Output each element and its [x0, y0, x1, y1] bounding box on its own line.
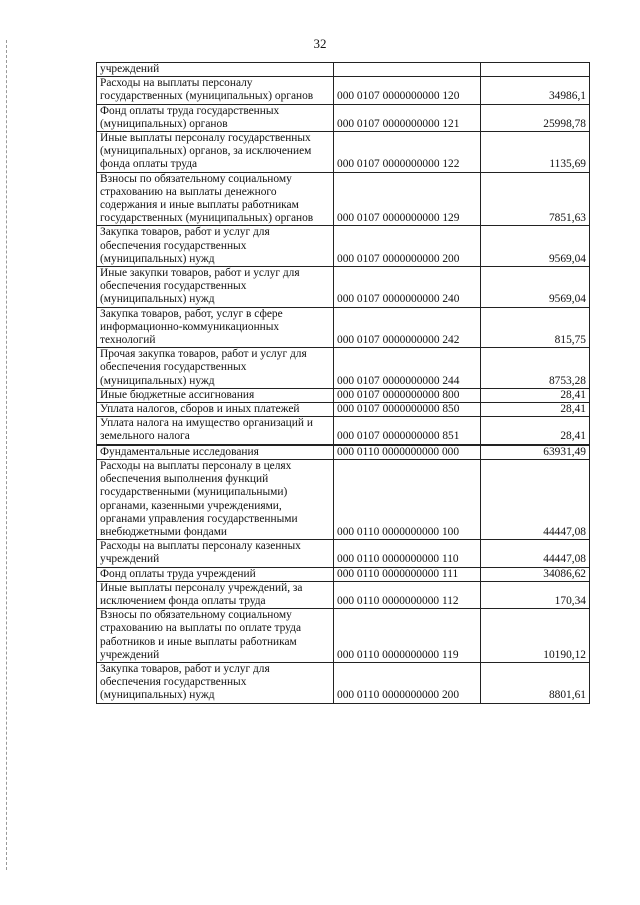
- row-amount-cell: 10190,12: [481, 609, 590, 663]
- row-name-cell: Прочая закупка товаров, работ и услуг для обеспечения государственных (муниципальных) нужд: [97, 348, 334, 389]
- row-code-cell: 000 0107 0000000000 244: [334, 348, 481, 389]
- row-name-cell: Взносы по обязательному социальному страхованию на выплаты денежного содержания и иные выплаты работникам государственных (муниципальных) органов: [97, 172, 334, 226]
- row-amount-cell: 9569,04: [481, 267, 590, 308]
- row-code-cell: 000 0107 0000000000 122: [334, 132, 481, 173]
- row-amount-cell: 815,75: [481, 307, 590, 348]
- row-name-cell: Расходы на выплаты персоналу государственных (муниципальных) органов: [97, 77, 334, 104]
- row-name-cell: Расходы на выплаты персоналу в целях обеспечения выполнения функций государственными (муниципальными) органами, казенными учреждениями, органами управления государственными внебюджетными фондами: [97, 459, 334, 539]
- row-amount-cell: 1135,69: [481, 132, 590, 173]
- row-code-cell: 000 0107 0000000000 850: [334, 403, 481, 417]
- row-amount-cell: 28,41: [481, 403, 590, 417]
- row-name-cell: Иные бюджетные ассигнования: [97, 388, 334, 402]
- row-name-cell: Расходы на выплаты персоналу казенных учреждений: [97, 540, 334, 567]
- table-row: [97, 417, 590, 445]
- row-amount-cell: 28,41: [481, 388, 590, 402]
- table-row: [97, 567, 590, 581]
- table-row: [97, 172, 590, 226]
- row-code-cell: 000 0107 0000000000 129: [334, 172, 481, 226]
- row-code-cell: 000 0107 0000000000 120: [334, 77, 481, 104]
- row-amount-cell: 170,34: [481, 581, 590, 608]
- row-name-cell: Закупка товаров, работ и услуг для обеспечения государственных (муниципальных) нужд: [97, 662, 334, 703]
- table-row: [97, 63, 590, 77]
- row-code-cell: 000 0107 0000000000 800: [334, 388, 481, 402]
- row-code-cell: 000 0110 0000000000 110: [334, 540, 481, 567]
- scan-margin-mark: [6, 40, 8, 870]
- row-amount-cell: 8801,61: [481, 662, 590, 703]
- row-amount-cell: 8753,28: [481, 348, 590, 389]
- table-row: [97, 609, 590, 663]
- row-name-cell: Фонд оплаты труда государственных (муниципальных) органов: [97, 104, 334, 131]
- table-row: [97, 307, 590, 348]
- table-row: [97, 445, 590, 460]
- table-row: [97, 104, 590, 131]
- table-row: [97, 267, 590, 308]
- page-number: 32: [313, 36, 327, 51]
- table-row: [97, 132, 590, 173]
- row-amount-cell: 34086,62: [481, 567, 590, 581]
- table-row: [97, 403, 590, 417]
- row-name-cell: Уплата налогов, сборов и иных платежей: [97, 403, 334, 417]
- row-amount-cell: 34986,1: [481, 77, 590, 104]
- table-row: [97, 662, 590, 703]
- table-row: [97, 348, 590, 389]
- table-row: [97, 388, 590, 402]
- row-amount-cell: 28,41: [481, 417, 590, 445]
- table-row: [97, 77, 590, 104]
- row-amount-cell: 7851,63: [481, 172, 590, 226]
- row-code-cell: 000 0107 0000000000 121: [334, 104, 481, 131]
- row-name-cell: Закупка товаров, работ и услуг для обеспечения государственных (муниципальных) нужд: [97, 226, 334, 267]
- budget-table-body: [97, 63, 590, 704]
- row-code-cell: 000 0110 0000000000 200: [334, 662, 481, 703]
- table-row: [97, 459, 590, 539]
- row-amount-cell: 44447,08: [481, 540, 590, 567]
- budget-table: [96, 62, 590, 704]
- row-amount-cell: 44447,08: [481, 459, 590, 539]
- row-code-cell: 000 0110 0000000000 000: [334, 445, 481, 460]
- row-name-cell: Фонд оплаты труда учреждений: [97, 567, 334, 581]
- row-code-cell: 000 0107 0000000000 851: [334, 417, 481, 445]
- row-code-cell: 000 0110 0000000000 100: [334, 459, 481, 539]
- row-name-cell: Иные выплаты персоналу государственных (муниципальных) органов, за исключением фонда оплаты труда: [97, 132, 334, 173]
- row-name-cell: Фундаментальные исследования: [97, 445, 334, 460]
- row-name-cell: Взносы по обязательному социальному страхованию на выплаты по оплате труда работников и иные выплаты работникам учреждений: [97, 609, 334, 663]
- row-name-cell: Уплата налога на имущество организаций и земельного налога: [97, 417, 334, 445]
- table-row: [97, 226, 590, 267]
- row-code-cell: 000 0107 0000000000 240: [334, 267, 481, 308]
- table-row: [97, 581, 590, 608]
- table-row: [97, 540, 590, 567]
- row-amount-cell: 25998,78: [481, 104, 590, 131]
- row-amount-cell: 9569,04: [481, 226, 590, 267]
- row-amount-cell: [481, 63, 590, 77]
- row-code-cell: [334, 63, 481, 77]
- row-code-cell: 000 0110 0000000000 119: [334, 609, 481, 663]
- row-code-cell: 000 0110 0000000000 112: [334, 581, 481, 608]
- row-name-cell: Иные закупки товаров, работ и услуг для обеспечения государственных (муниципальных) нужд: [97, 267, 334, 308]
- row-name-cell: Закупка товаров, работ, услуг в сфере информационно-коммуникационных технологий: [97, 307, 334, 348]
- row-code-cell: 000 0107 0000000000 242: [334, 307, 481, 348]
- row-code-cell: 000 0107 0000000000 200: [334, 226, 481, 267]
- row-amount-cell: 63931,49: [481, 445, 590, 460]
- row-code-cell: 000 0110 0000000000 111: [334, 567, 481, 581]
- row-name-cell: учреждений: [97, 63, 334, 77]
- row-name-cell: Иные выплаты персоналу учреждений, за исключением фонда оплаты труда: [97, 581, 334, 608]
